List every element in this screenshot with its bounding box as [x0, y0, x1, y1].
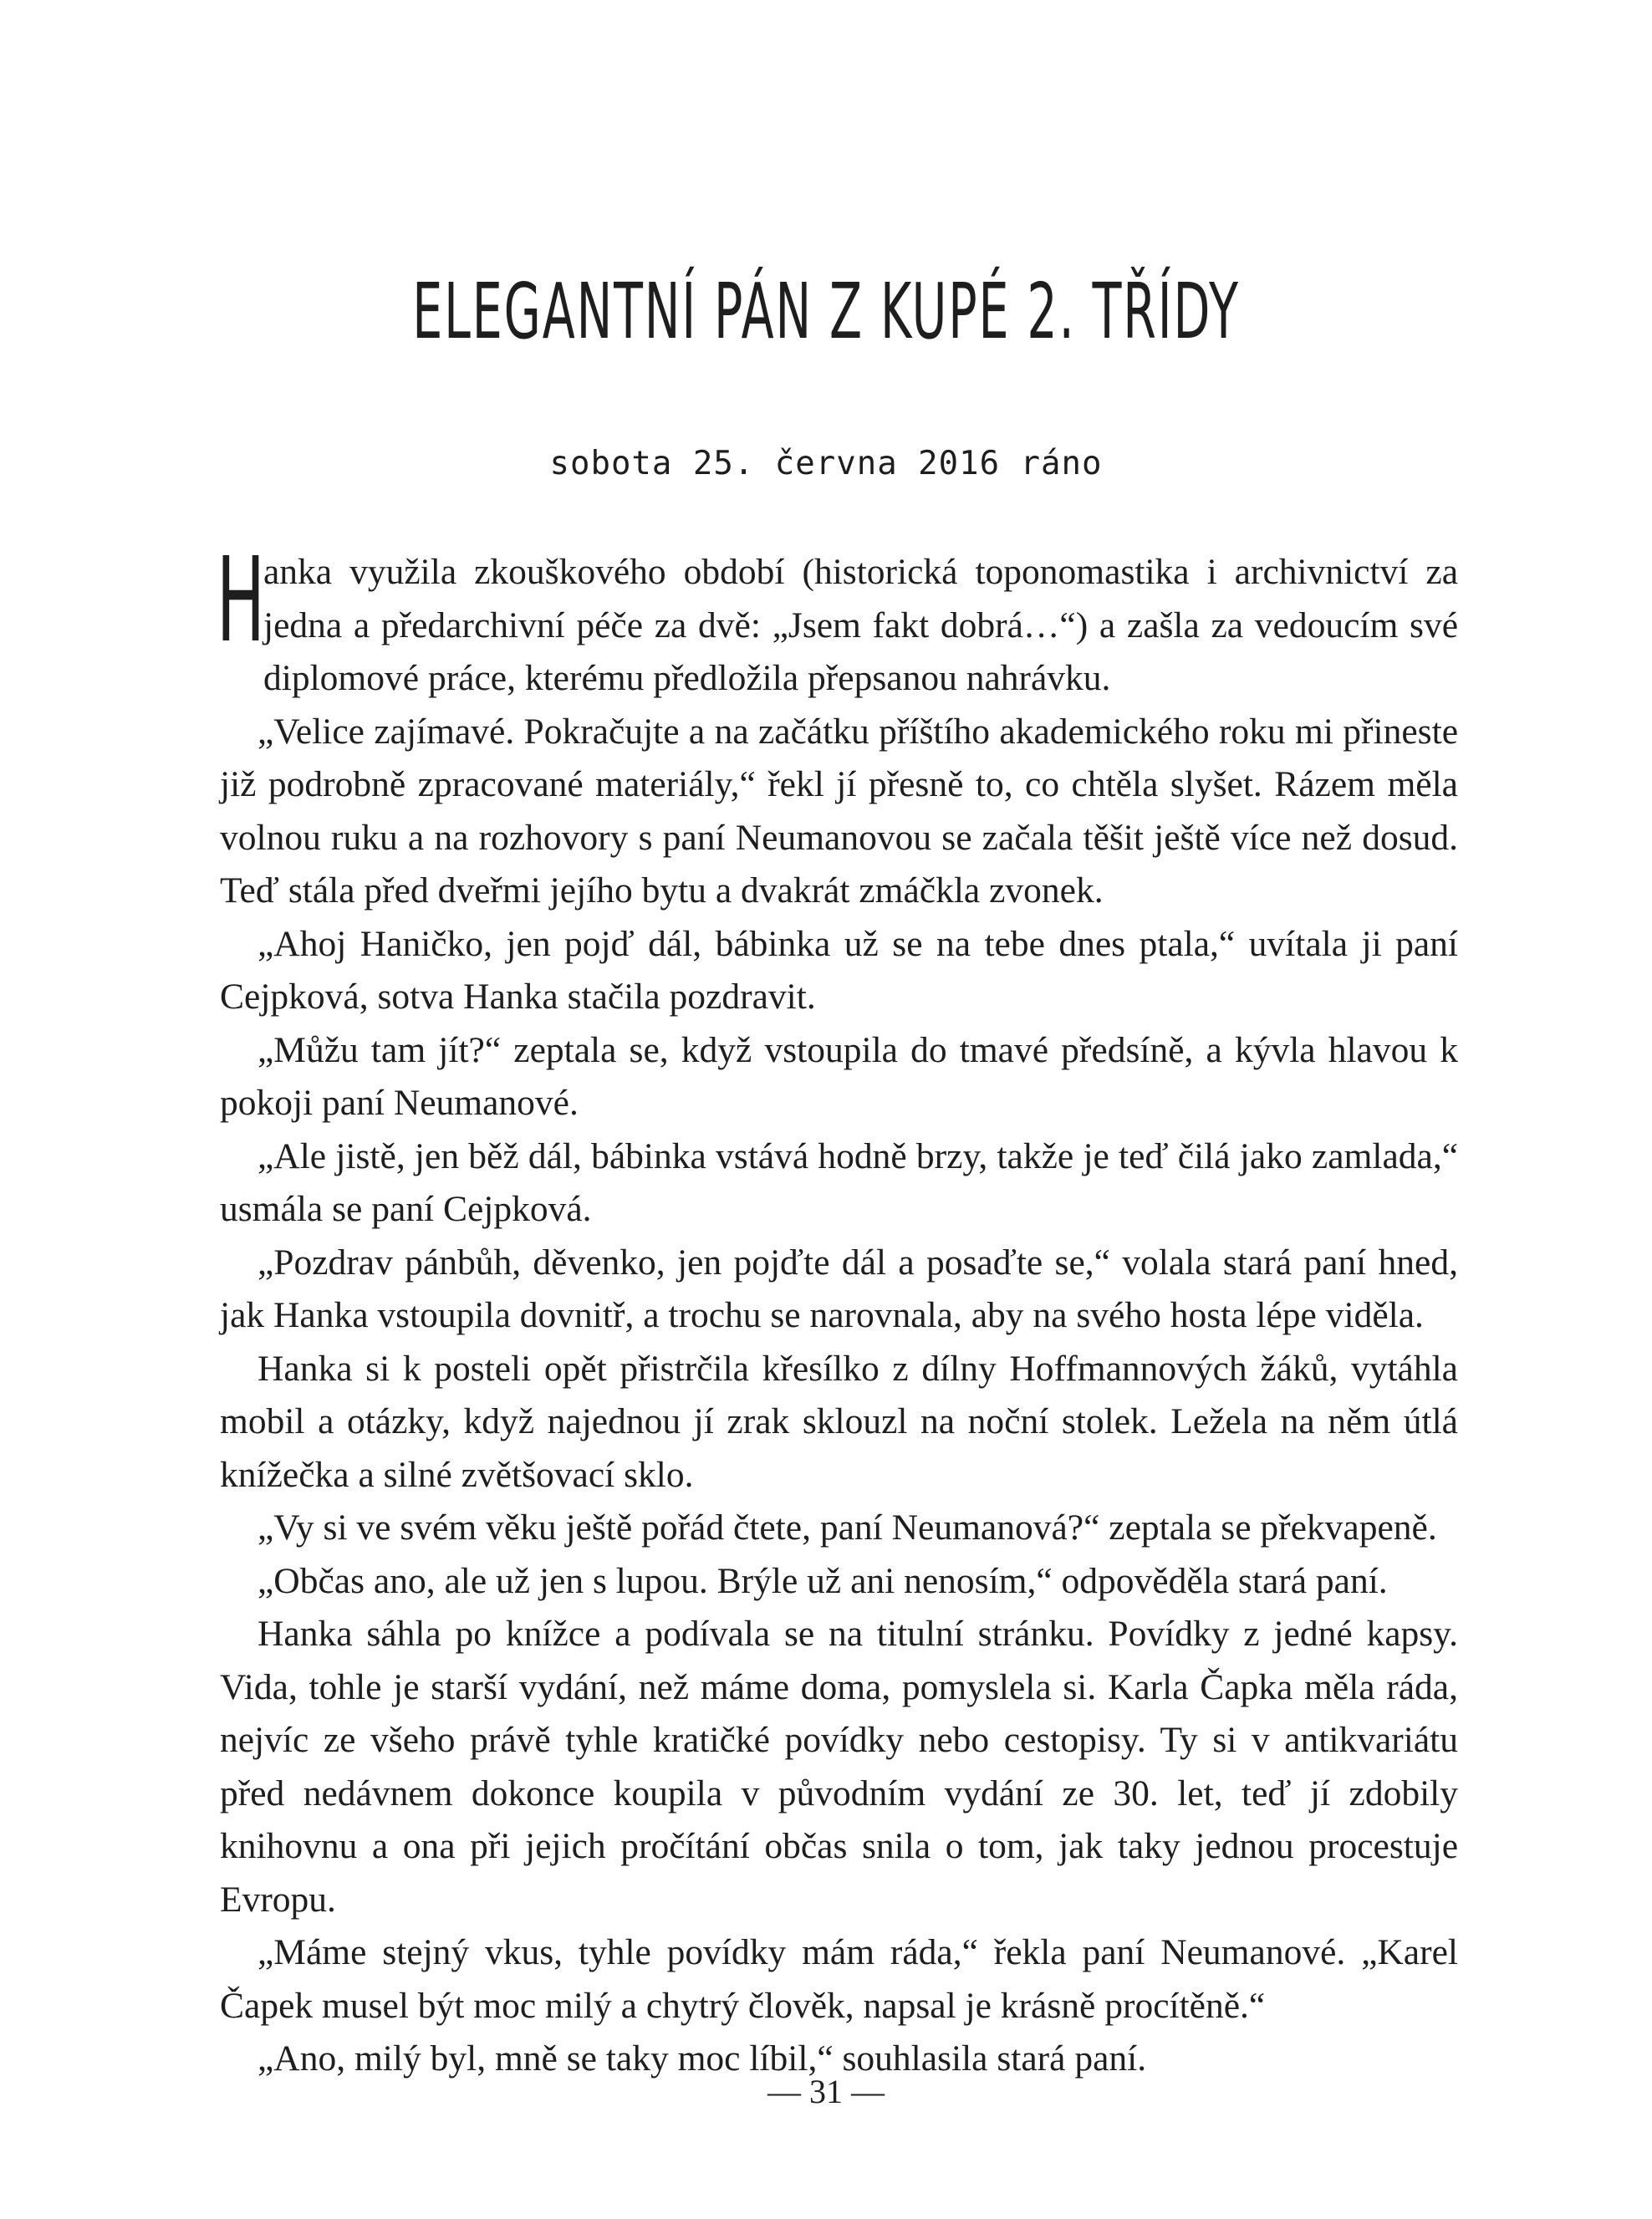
drop-cap: H: [217, 533, 265, 669]
paragraph: „Vy si ve svém věku ještě pořád čtete, paní Neumanová?“ zeptala se překvapeně.: [257, 1507, 1437, 1548]
paragraph: „Máme stejný vkus, tyhle povídky mám ráda,“ řekla paní Neumanové. „Karel Čapek musel být moc milý a chytrý člověk, napsal je krásně procítěně.“: [220, 1932, 1458, 2026]
paragraph: „Ano, milý byl, mně se taky moc líbil,“ souhlasila stará paní.: [257, 2038, 1147, 2079]
paragraph: „Ahoj Haničko, jen pojď dál, bábinka už se na tebe dnes ptala,“ uvítala ji paní Cejpková, sotva Hanka stačila pozdravit.: [220, 923, 1458, 1017]
chapter-body: [217, 533, 1458, 2086]
paragraph: [217, 533, 1458, 706]
paragraph-text: anka využila zkouškového období (historická toponomastika i archivnictví za jedna a předarchivní péče za dvě: „Jsem fakt dobrá…“) a zašla za vedoucím své diplomové práce, kterému předložila přepsanou nahrávku.: [263, 552, 1458, 698]
paragraph: „Občas ano, ale už jen s lupou. Brýle už ani nenosím,“ odpověděla stará paní.: [257, 1560, 1388, 1601]
paragraph: „Ale jistě, jen běž dál, bábinka vstává hodně brzy, takže je teď čilá jako zamlada,“ usmála se paní Cejpková.: [220, 1135, 1458, 1229]
paragraph: „Můžu tam jít?“ zeptala se, když vstoupila do tmavé předsíně, a kývla hlavou k pokoji paní Neumanové.: [220, 1029, 1458, 1123]
paragraph: Hanka si k posteli opět přistrčila křesílko z dílny Hoffmannových žáků, vytáhla mobil a otázky, když najednou jí zrak sklouzl na noční stolek. Ležela na něm útlá knížečka a silné zvětšovací sklo.: [220, 1348, 1458, 1495]
page-number: — 31 —: [767, 2073, 885, 2110]
paragraph: „Pozdrav pánbůh, děvenko, jen pojďte dál a posaďte se,“ volala stará paní hned, jak Hanka vstoupila dovnitř, a trochu se narovnala, aby na svého hosta lépe viděla.: [220, 1242, 1458, 1335]
paragraph: „Velice zajímavé. Pokračujte a na začátku příštího akademického roku mi přineste již podrobně zpracované materiály,“ řekl jí přesně to, co chtěla slyšet. Rázem měla volnou ruku a na rozhovory s paní Neumanovou se začala těšit ještě více než dosud. Teď stála před dveřmi jejího bytu a dvakrát zmáčkla zvonek.: [220, 711, 1458, 911]
chapter-title: ELEGANTNÍ PÁN Z KUPÉ 2. TŘÍDY: [412, 267, 1240, 356]
chapter-date: sobota 25. června 2016 ráno: [549, 445, 1103, 482]
paragraph: Hanka sáhla po knížce a podívala se na titulní stránku. Povídky z jedné kapsy. Vida, tohle je starší vydání, než máme doma, pomyslela si. Karla Čapka měla ráda, nejvíc ze všeho právě tyhle kratičké povídky nebo cestopisy. Ty si v antikvariátu před nedávnem dokonce koupila v původním vydání ze 30. let, teď jí zdobily knihovnu a ona při jejich pročítání občas snila o tom, jak taky jednou procestuje Evropu.: [220, 1614, 1458, 1920]
